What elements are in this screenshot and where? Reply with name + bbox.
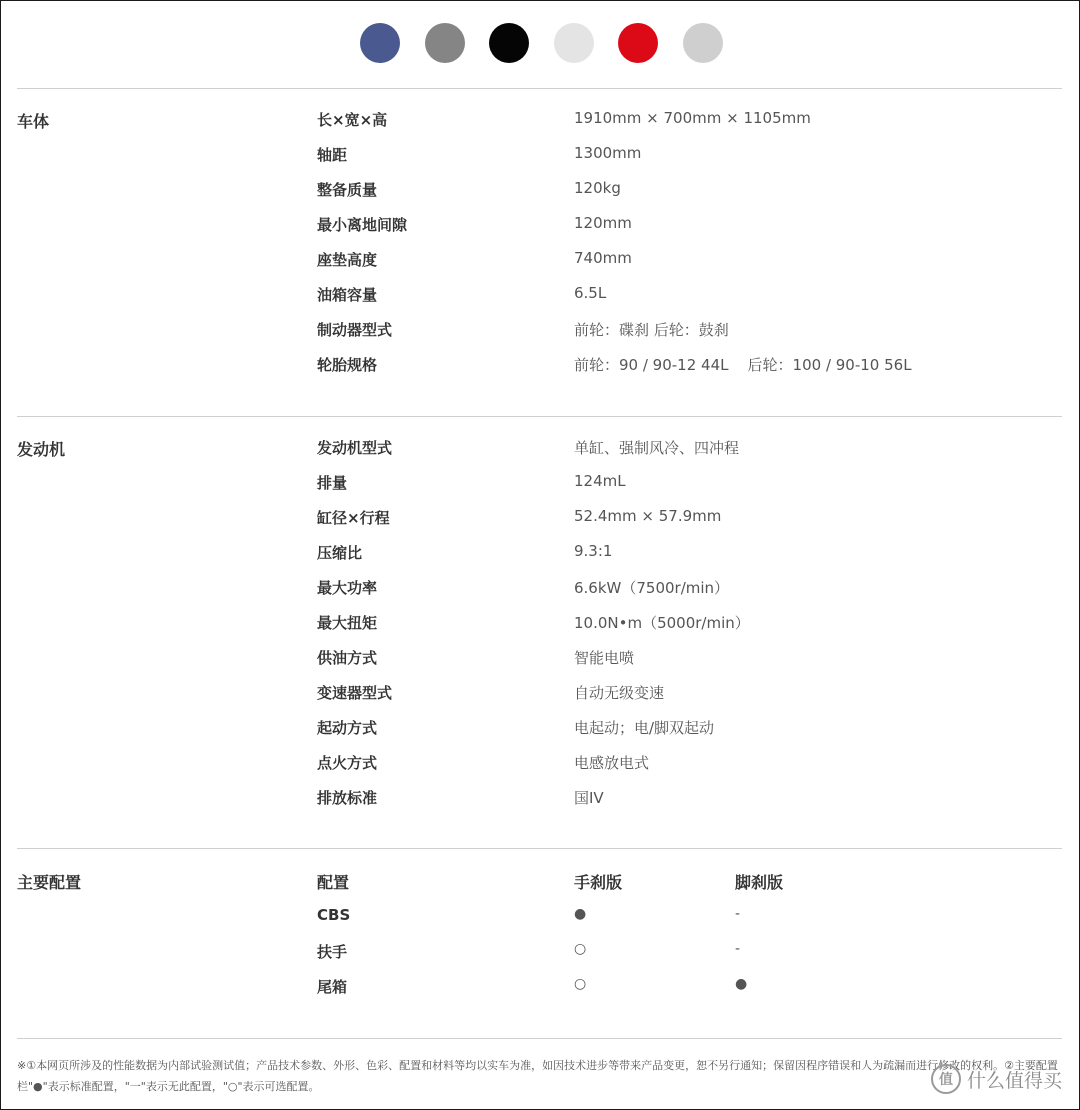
config-label: 尾箱 — [317, 978, 348, 996]
color-swatch-gray[interactable] — [425, 23, 465, 63]
spec-value: 前轮：碟刹 后轮：鼓刹 — [574, 321, 729, 339]
spec-label: 变速器型式 — [317, 684, 393, 702]
spec-row — [0, 717, 1080, 741]
spec-row — [0, 319, 1080, 343]
config-header-label: 配置 — [317, 873, 350, 892]
spec-value: 智能电喷 — [574, 649, 635, 667]
spec-value: 740mm — [574, 249, 632, 267]
spec-row — [0, 647, 1080, 671]
config-header-row — [0, 870, 1080, 894]
spec-row — [0, 144, 1080, 168]
section-title-engine: 发动机 — [17, 440, 66, 459]
spec-row — [0, 437, 1080, 461]
color-swatch-red[interactable] — [618, 23, 658, 63]
spec-label: 长×宽×高 — [317, 111, 388, 129]
watermark — [931, 1064, 1062, 1094]
config-mark-footbrake: ● — [735, 976, 748, 992]
config-mark-footbrake: - — [735, 941, 741, 957]
spec-value: 自动无级变速 — [574, 684, 665, 702]
spec-value: 120mm — [574, 214, 632, 232]
spec-label: 制动器型式 — [317, 321, 393, 339]
spec-label: 轮胎规格 — [317, 356, 378, 374]
spec-label: 起动方式 — [317, 719, 378, 737]
spec-row — [0, 752, 1080, 776]
spec-value: 9.3:1 — [574, 542, 613, 560]
color-swatch-white[interactable] — [554, 23, 594, 63]
config-row — [0, 941, 1080, 965]
config-mark-handbrake: ○ — [574, 976, 587, 992]
spec-row — [0, 612, 1080, 636]
spec-row — [0, 472, 1080, 496]
section-divider — [17, 848, 1062, 849]
spec-label: 轴距 — [317, 146, 348, 164]
config-row — [0, 976, 1080, 1000]
spec-row — [0, 577, 1080, 601]
section-divider — [17, 88, 1062, 89]
config-mark-handbrake: ○ — [574, 941, 587, 957]
spec-row — [0, 214, 1080, 238]
config-mark-handbrake: ● — [574, 906, 587, 922]
spec-label: 缸径×行程 — [317, 509, 390, 527]
config-header-handbrake: 手刹版 — [574, 873, 623, 892]
spec-row — [0, 284, 1080, 308]
spec-value: 单缸、强制风冷、四冲程 — [574, 439, 740, 457]
spec-label: 最大扭矩 — [317, 614, 378, 632]
section-divider — [17, 1038, 1062, 1039]
spec-label: 最小离地间隙 — [317, 216, 408, 234]
watermark-text: 什么值得买 — [966, 1069, 1062, 1092]
color-swatch-black[interactable] — [489, 23, 529, 63]
spec-value: 6.5L — [574, 284, 607, 302]
spec-value: 前轮：90 / 90-12 44L 后轮：100 / 90-10 56L — [574, 356, 912, 374]
spec-label: 排放标准 — [317, 789, 378, 807]
spec-value: 电感放电式 — [574, 754, 650, 772]
spec-label: 发动机型式 — [317, 439, 393, 457]
color-swatch-blue[interactable] — [360, 23, 400, 63]
spec-row — [0, 787, 1080, 811]
spec-label: 供油方式 — [317, 649, 378, 667]
spec-row — [0, 179, 1080, 203]
spec-label: 排量 — [317, 474, 348, 492]
config-row — [0, 906, 1080, 930]
spec-row — [0, 109, 1080, 133]
spec-row — [0, 507, 1080, 531]
spec-label: 油箱容量 — [317, 286, 378, 304]
spec-row — [0, 249, 1080, 273]
spec-value: 124mL — [574, 472, 626, 490]
config-mark-footbrake: - — [735, 906, 741, 922]
spec-label: 点火方式 — [317, 754, 378, 772]
spec-label: 最大功率 — [317, 579, 378, 597]
spec-row — [0, 542, 1080, 566]
spec-label: 整备质量 — [317, 181, 378, 199]
spec-value: 国IV — [574, 789, 604, 807]
spec-row — [0, 354, 1080, 378]
spec-label: 座垫高度 — [317, 251, 378, 269]
spec-row — [0, 682, 1080, 706]
color-swatch-silver[interactable] — [683, 23, 723, 63]
config-label: CBS — [317, 906, 351, 924]
section-title-body: 车体 — [17, 112, 50, 131]
spec-label: 压缩比 — [317, 544, 363, 562]
spec-value: 1300mm — [574, 144, 642, 162]
config-header-footbrake: 脚刹版 — [735, 873, 784, 892]
color-swatches — [0, 23, 1080, 63]
spec-value: 1910mm × 700mm × 1105mm — [574, 109, 811, 127]
section-divider — [17, 416, 1062, 417]
spec-value: 电起动；电/脚双起动 — [574, 719, 715, 737]
section-title-config: 主要配置 — [17, 873, 82, 892]
spec-value: 10.0N•m（5000r/min） — [574, 614, 750, 632]
spec-value: 52.4mm × 57.9mm — [574, 507, 722, 525]
watermark-icon: 值 — [931, 1064, 961, 1094]
spec-value: 120kg — [574, 179, 621, 197]
footnote: ※①本网页所涉及的性能数据为内部试验测试值；产品技术参数、外形、色彩、配置和材料等均以实车为准，如因技术进步等带来产品变更，恕不另行通知；保留因程序错误和人为疏漏而进行修改的权利。②主要配置栏"●"表示标准配置，"一"表示无此配置，"○"表示可选配置。 — [17, 1059, 1058, 1093]
spec-value: 6.6kW（7500r/min） — [574, 579, 730, 597]
config-label: 扶手 — [317, 943, 348, 961]
